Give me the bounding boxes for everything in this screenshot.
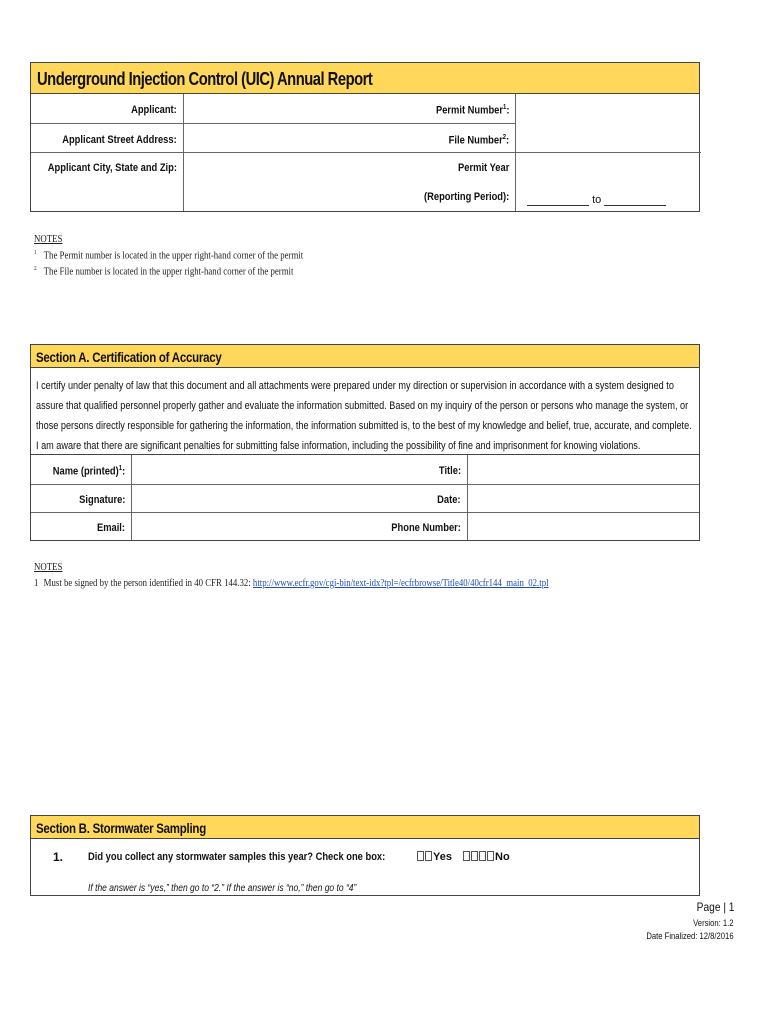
stormwater-question-box xyxy=(30,838,700,896)
reporting-period-label: (Reporting Period): xyxy=(423,191,509,203)
phone-number-label: Phone Number: xyxy=(391,522,461,534)
city-state-zip-label: Applicant City, State and Zip: xyxy=(47,162,177,174)
version-text: Version: 1.2 xyxy=(693,918,734,928)
section-b-header xyxy=(30,815,700,839)
notes-heading: NOTES xyxy=(34,234,63,245)
name-printed-field[interactable] xyxy=(132,455,467,484)
certification-text: I certify under penalty of law that this document and all attachments were prepared under my direction or supervision in accordance with a system designed to assure that qualified personnel properly gather and evaluate the information submitted. Based on my inquiry of the person or persons who manage the system, or those persons directly responsible for gathering the information, the information submitted is, to the best of my knowledge and belief, true, accurate, and complete. I am aware that there are significant penalties for submitting false information, including the possibility of fine and imprisonment for knowing violations. xyxy=(36,380,692,452)
reporting-period-fields xyxy=(527,194,666,206)
date-finalized-text: Date Finalized: 12/8/2016 xyxy=(646,931,734,941)
note-item: $^2$ The File number is located in the upper right-hand corner of the permit xyxy=(34,266,294,278)
title-label: Title: xyxy=(438,465,461,477)
period-end-field[interactable] xyxy=(604,196,666,206)
notes-permit xyxy=(34,234,303,278)
report-header xyxy=(30,62,700,94)
notes-heading: NOTES xyxy=(34,562,63,573)
permit-number-label: Permit Number$^1$: xyxy=(435,104,509,117)
to-text: to xyxy=(592,194,602,206)
file-number-label: File Number$^2$: xyxy=(448,134,509,147)
question-hint: If the answer is “yes,” then go to “2.” If the answer is “no,” then go to “4” xyxy=(88,883,357,894)
section-b-title: Section B. Stormwater Sampling xyxy=(36,820,206,836)
yes-option[interactable]: Yes xyxy=(417,851,452,863)
section-a-title: Section A. Certification of Accuracy xyxy=(36,349,222,365)
city-state-zip-field[interactable] xyxy=(184,153,515,211)
notes-signature xyxy=(34,562,549,589)
applicant-label: Applicant: xyxy=(131,104,177,116)
certification-statement xyxy=(30,368,700,455)
period-start-field[interactable] xyxy=(527,196,589,206)
permit-year-label: Permit Year xyxy=(457,162,509,174)
permit-number-field[interactable] xyxy=(516,94,700,123)
checkbox-glyph xyxy=(487,851,494,861)
page-number: Page | 1 xyxy=(696,900,734,914)
street-address-field[interactable] xyxy=(184,124,515,152)
email-label: Email: xyxy=(96,522,125,534)
report-title: Underground Injection Control (UIC) Annual Report xyxy=(37,69,373,89)
signature-field[interactable] xyxy=(132,485,467,512)
checkbox-glyph xyxy=(471,851,478,861)
date-field[interactable] xyxy=(468,485,700,512)
signature-label: Signature: xyxy=(78,494,125,506)
no-checkbox[interactable] xyxy=(463,851,470,861)
applicant-field[interactable] xyxy=(184,94,515,123)
signature-table xyxy=(30,455,700,541)
street-address-label: Applicant Street Address: xyxy=(62,134,177,146)
no-option[interactable]: No xyxy=(463,851,510,863)
file-number-field[interactable] xyxy=(516,124,700,152)
checkbox-glyph xyxy=(479,851,486,861)
question-text: Did you collect any stormwater samples this year? Check one box: xyxy=(88,851,386,863)
section-a-header xyxy=(30,344,700,368)
note-item: $^1$ The Permit number is located in the upper right-hand corner of the permit xyxy=(34,250,304,262)
email-field[interactable] xyxy=(132,513,467,540)
question-number: 1. xyxy=(53,850,64,864)
yes-checkbox[interactable] xyxy=(417,851,424,861)
applicant-info-table xyxy=(30,94,700,212)
date-label: Date: xyxy=(437,494,461,506)
note-item: 1 Must be signed by the person identified in 40 CFR 144.32: http://www.ecfr.gov/cgi-bin/text-idx?tpl=/ecfrbrowse/Title40/40cfr144_main_02.tpl xyxy=(34,578,549,589)
phone-number-field[interactable] xyxy=(468,513,700,540)
checkbox-glyph xyxy=(425,851,432,861)
title-field[interactable] xyxy=(468,455,700,484)
ecfr-link[interactable]: http://www.ecfr.gov/cgi-bin/text-idx?tpl=/ecfrbrowse/Title40/40cfr144_main_02.tpl xyxy=(252,578,549,589)
name-printed-label: Name (printed)$^1$: xyxy=(52,465,125,478)
